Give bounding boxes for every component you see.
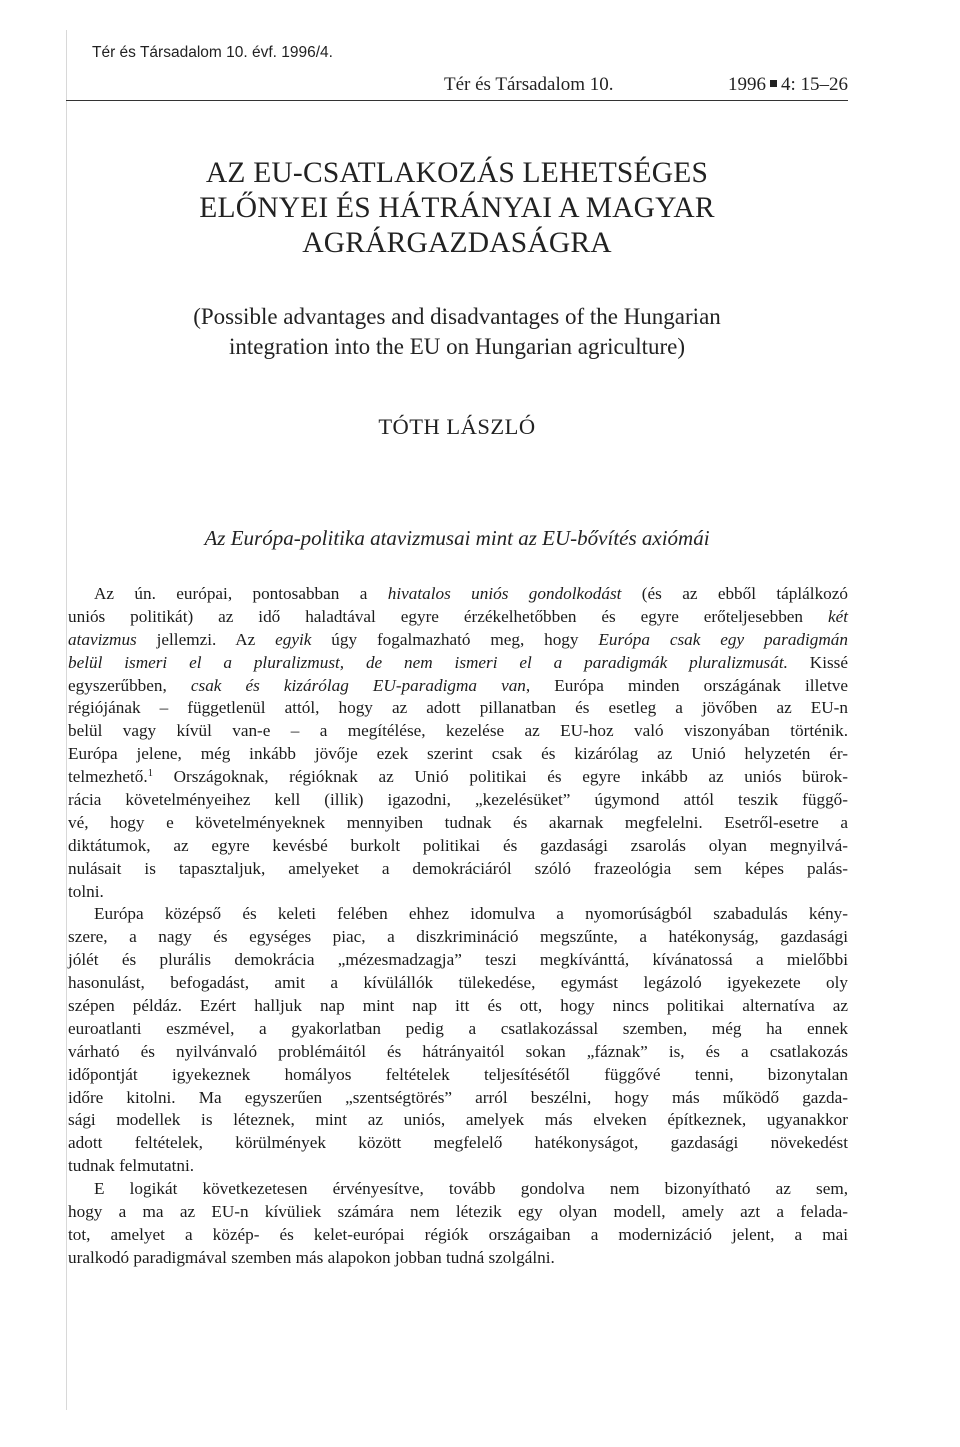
paragraph-line (68, 995, 848, 1018)
paragraph-line (68, 949, 848, 972)
emphasis-text: belül ismeri el a pluralizmust, de nem ismeri el a paradigmák pluralizmusát. (68, 652, 788, 672)
paragraph-line (68, 583, 848, 606)
subtitle-line: integration into the EU on Hungarian agriculture) (228, 334, 686, 359)
text-run: E logikát következetesen érvényesítve, tovább gondolva nem bizonyítható az sem, (94, 1179, 848, 1199)
paragraph-line (68, 926, 848, 949)
text-run: régiójának – függetlenül attól, hogy az adott pillanatban és esetleg a jövőben az EU-n (68, 698, 848, 718)
text-run: úgy fogalmazható meg, hogy (311, 629, 599, 649)
text-run: diktátumok, az egyre kevésbé burkolt politikai és gazdasági zsarolás olyan megnyilvá- (68, 835, 848, 855)
title-line: AGRÁRGAZDASÁGRA (302, 227, 612, 259)
paragraph-line (68, 1201, 848, 1224)
text-run: tolni. (68, 881, 104, 901)
paragraph-line (68, 629, 848, 652)
text-run: jólét és plurális demokrácia „mézesmadzagja” teszi megkívánttá, kívánatossá a mielőbbi (68, 950, 848, 970)
paragraph-line (68, 835, 848, 858)
paragraph-line (68, 1247, 848, 1270)
text-run: belül vagy kívül van-e – a megítélése, kezelése az EU-hoz való viszonyában történik. (68, 721, 848, 741)
paragraph-line (68, 972, 848, 995)
paragraph-line (68, 652, 848, 675)
text-run: Európa középső és keleti felében ehhez idomulva a nyomorúságból szabadulás kény- (94, 904, 848, 924)
paragraph-line (68, 1041, 848, 1064)
text-run: tudnak felmutatni. (68, 1156, 195, 1176)
text-run: hasonulást, befogadást, amit a kívülállók tülekedése, egymást legázoló igyekezete oly (68, 973, 848, 993)
emphasis-text: csak és kizárólag EU-paradigma van (190, 675, 526, 695)
text-run: szépen példáz. Ezért halljuk nap mint nap itt és ott, hogy nincs politikai alternatíva az (68, 996, 848, 1016)
text-run: sági modellek is léteznek, mint az uniós, amelyek más elveken építkeznek, ugyanakkor (68, 1110, 848, 1130)
paragraph-line (68, 858, 848, 881)
text-run: adott feltételek, körülmények között megfelelő hatékonyságot, gazdasági növekedést (68, 1133, 848, 1153)
paragraph-line (68, 1155, 848, 1178)
paragraph-line (68, 1064, 848, 1087)
paragraph-line (68, 789, 848, 812)
emphasis-text: hivatalos uniós gondolkodást (387, 584, 622, 603)
text-run: (és az ebből táplálkozó (621, 584, 848, 603)
journal-caption: Tér és Társadalom 10. évf. 1996/4. (92, 44, 333, 61)
text-run: Országoknak, régióknak az Unió politikai és egyre inkább az uniós bürok- (152, 767, 848, 787)
emphasis-text: két (827, 606, 848, 626)
subtitle-line: (Possible advantages and disadvantages of the Hungarian (193, 304, 721, 329)
article-subtitle (66, 302, 848, 362)
text-run: jellemzi. Az (136, 629, 276, 649)
title-line: AZ EU-CSATLAKOZÁS LEHETSÉGES (205, 157, 709, 189)
paragraph-line (68, 812, 848, 835)
running-head (66, 72, 848, 101)
body-text (68, 583, 848, 1270)
square-bullet-icon (770, 80, 777, 87)
text-run: rácia követelményeihez kell (illik) igazodni, „kezelésüket” úgymond attól teszik függő- (68, 790, 848, 810)
paragraph-line (68, 720, 848, 743)
footnote-ref: 1 (147, 768, 153, 780)
title-line: ELŐNYEI ÉS HÁTRÁNYAI A MAGYAR (199, 192, 715, 224)
paragraph-line (68, 1087, 848, 1110)
paragraph-line (68, 1018, 848, 1041)
paragraph-line (68, 881, 848, 904)
text-run: egyszerűbben, (68, 675, 191, 695)
paragraph-line (68, 1224, 848, 1247)
running-head-year: 1996 (727, 74, 766, 95)
running-head-pages: 4: 15–26 (780, 74, 848, 95)
author-name: TÓTH LÁSZLÓ (378, 414, 536, 439)
text-run: időre kitolni. Ma egyszerűen „szentségtörés” arról beszélni, hogy más működő gazda- (68, 1087, 848, 1107)
article-title (66, 156, 848, 261)
paragraph-line (68, 743, 848, 766)
text-run: nulásait is tapasztaljuk, amelyeket a demokráciáról szóló frazeológia sem képes palás- (68, 858, 848, 878)
paragraph-line (68, 697, 848, 720)
paragraph-line (68, 675, 848, 698)
text-run: , Európa minden országának illetve (525, 675, 848, 695)
text-run: szere, a nagy és egységes piac, a diszkrimináció megszűnte, a hatékonyság, gazdasági (68, 927, 848, 947)
section-heading: Az Európa-politika atavizmusai mint az EU-bővítés axiómái (204, 526, 710, 550)
text-run: Az ún. európai, pontosabban a (94, 584, 388, 603)
running-head-issue (728, 74, 848, 96)
emphasis-text: atavizmus (68, 629, 137, 649)
text-run: uniós politikát) az idő haladtával egyre érzékelhetőbben és egyre erőteljesebben (68, 606, 828, 626)
text-run: vé, hogy e követelményeknek mennyiben tudnak és akarnak megfelelni. Esetről-esetre a (68, 812, 848, 832)
paragraph-line (68, 606, 848, 629)
text-run: Kissé (787, 652, 848, 672)
paragraph-line (68, 1109, 848, 1132)
paragraph-line (68, 1132, 848, 1155)
emphasis-text: egyik (275, 629, 312, 649)
text-run: hogy a ma az EU-n kívüliek számára nem létezik egy olyan modell, amely azt a felada- (68, 1202, 848, 1222)
text-run: várható és nyilvánvaló problémáitól és hátrányaitól sokan „fáznak” is, és a csatlakozás (68, 1041, 848, 1061)
text-run: euroatlanti eszmével, a gyakorlatban pedig a csatlakozással szemben, még ha ennek (68, 1018, 848, 1038)
paragraph-line (68, 766, 848, 789)
text-run: uralkodó paradigmával szemben más alapokon jobban tudná szolgálni. (68, 1247, 555, 1267)
running-head-journal: Tér és Társadalom 10. (444, 74, 614, 95)
text-run: telmezhető. (68, 767, 148, 787)
paragraph-line (68, 1178, 848, 1201)
text-run: Európa jelene, még inkább jövője ezek szerint csak és kizárólag az Unió helyzetén ér- (68, 744, 848, 764)
paragraph-line (68, 903, 848, 926)
text-run: tot, amelyet a közép- és kelet-európai régiók országaiban a modernizáció jelent, a mai (68, 1224, 848, 1244)
emphasis-text: Európa csak egy paradigmán (598, 629, 848, 649)
text-run: időpontját igyekeznek homályos feltételek teljesítésétől függővé tenni, bizonytalan (68, 1064, 848, 1084)
